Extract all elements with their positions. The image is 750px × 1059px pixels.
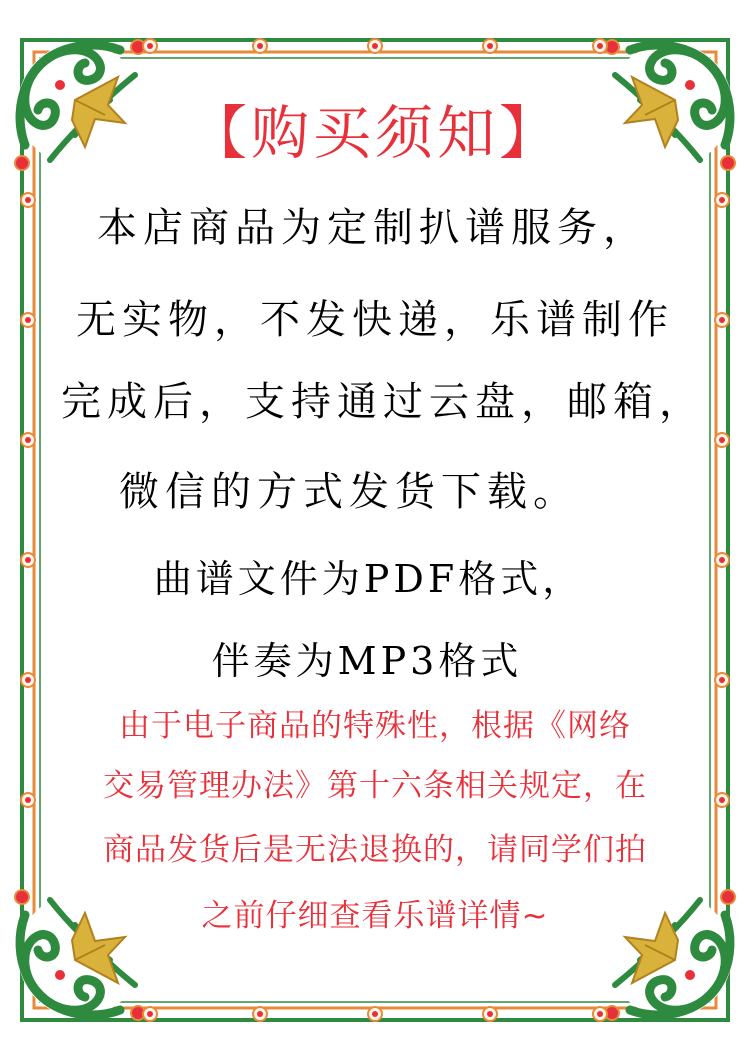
- body-line-2: 无实物，不发快递，乐谱制作: [76, 297, 674, 343]
- border-bead-icon: [253, 1007, 267, 1021]
- border-bead-icon: [483, 1007, 497, 1021]
- border-bead-icon: [593, 39, 607, 53]
- border-bead-icon: [368, 1007, 382, 1021]
- body-line-4: 微信的方式发货下载。: [119, 469, 579, 515]
- border-bead-icon: [593, 1007, 607, 1021]
- body-line-1: 本店商品为定制扒谱服务，: [97, 205, 649, 251]
- border-bead-icon: [715, 433, 729, 447]
- outer-border: [22, 40, 728, 1020]
- border-bead-icon: [368, 39, 382, 53]
- page-title: 【购买须知】: [188, 99, 561, 167]
- notice-line-4: 之前仔细查看乐谱详情~: [201, 898, 549, 934]
- body-line-6: 伴奏为MP3格式: [211, 639, 523, 683]
- body-line-5: 曲谱文件为PDF格式，: [153, 557, 585, 601]
- notice-line-2: 交易管理办法》第十六条相关规定，在: [103, 768, 647, 804]
- border-bead-icon: [143, 1007, 157, 1021]
- border-bead-icon: [483, 39, 497, 53]
- body-line-3: 完成后，支持通过云盘，邮箱，: [61, 379, 705, 425]
- notice-line-1: 由于电子商品的特殊性，根据《网络: [119, 708, 631, 744]
- border-bead-icon: [21, 433, 35, 447]
- border-bead-icon: [143, 39, 157, 53]
- notice-line-3: 商品发货后是无法退换的，请同学们拍: [103, 832, 647, 868]
- border-bead-icon: [253, 39, 267, 53]
